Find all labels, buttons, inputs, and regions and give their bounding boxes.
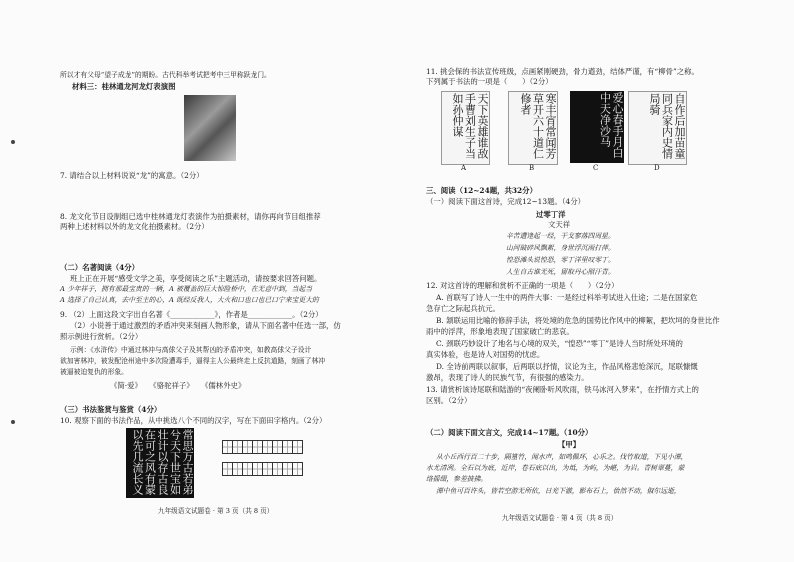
dragon-lantern-photo [184,95,236,161]
question-12: 12. 对这首诗的理解和赏析不正确的一项是（ ）（2分） [426,281,619,290]
question-9-1: 9. （2）上面这段文字出自名著《____________》，作者是____________。（2分） [60,310,323,319]
poem-line-4: 人生自古谁无死，留取丹心照汗青。 [506,268,615,276]
section-reading-title: 三、阅读（12~24题，共32分） [426,186,537,195]
page-4 [398,0,794,562]
material-3-title: 材料三：桂林通龙河龙灯表演图 [72,82,176,91]
example-line-2: 欲加害林冲，被发配沧州途中多次险遭毒手，逼得主人公最终走上反抗道路，刻画了林冲 [60,357,326,365]
q12-option-d-cont: 激昂，表现了诗人的民族气节，有很强的感染力。 [426,373,589,382]
answer-grid-row-1[interactable] [222,440,302,454]
book-options: 《简·爱》 《骆驼祥子》 《儒林外史》 [110,381,246,390]
q12-option-a-cont: 急存亡之际起兵抗元。 [426,304,500,313]
option-b-label: B [529,164,535,172]
material-line: 所以才有父母“望子成龙”的期盼。古代科举考试把考中三甲称跃龙门。 [60,71,271,79]
option-a-label: A [461,164,467,172]
q12-option-d: D. 全诗前两联以叙事，后两联以抒情，议论为主，作品风格悲怆深沉，尾联慷慨 [436,362,698,371]
poem-title: 过零丁洋 [536,210,566,219]
poem-author: 文天祥 [548,220,571,229]
grid-cell[interactable] [292,462,303,476]
calligraphy-option-a: 天下英雄谁敌手曹刘生子当如孙仲谋 [441,91,490,165]
calligraphy-option-b: 寒丰宵常闻芳草开六十道仁修者 [508,91,558,165]
question-13-cont: 区别。（2分） [426,396,472,405]
section-3-title: （三）书法鉴赏与鉴赏（4分） [60,405,162,414]
answer-grid-row-2[interactable] [222,462,302,476]
excerpt-line-2: A 选择了自己认真，去中至主的心，A 既经反我人，大火和口也口也已口宁来宝更大的 [60,296,319,304]
q12-option-a: A. 首联写了诗人一生中的两件大事：一是经过科举考试进入仕途；二是在国家危 [436,293,698,302]
passage-line-1: 从小丘西行百二十步，隔篁竹，闻水声，如鸣佩环，心乐之。伐竹取道，下见小潭， [436,453,688,461]
poem-line-2: 山河破碎风飘絮，身世浮沉雨打萍。 [506,244,615,252]
q12-option-b-cont: 雨中的浮萍，形象地表现了国家破亡的悲哀。 [426,327,574,336]
example-line-3: 被逼被迫复仇的形象。 [60,368,128,376]
poem-line-1: 辛苦遭逢起一经，干戈寥落四周星。 [506,232,615,240]
q12-option-b: B. 颔联运用比喻的修辞手法，将处境的危急的国势比作风中的柳絮，把坎坷的身世比作 [436,316,720,325]
intro-line: 班上正在开展“感受文学之美，享受阅读之乐”主题活动，请按要求回答问题。 [70,274,322,283]
page-4-footer: 九年级语文试题卷 · 第 4 页（共 8 页） [502,514,618,522]
question-9-2-cont: 照示例进行赏析。（2分） [60,332,143,341]
passage-jia-label: 【甲】 [558,440,581,449]
option-c-label: C [593,164,599,172]
question-11: 11. 挑会保的书法宣传班级，点画紧刚硬劲，骨力遒劲，结体严谨，有“柳骨”之称。 [426,67,699,76]
binding-hole [11,140,15,144]
poem-line-3: 惶恐滩头说惶恐，零丁洋里叹零丁。 [506,256,615,264]
calligraphy-option-d: 自作后加苗童同兵家内史情局骑 [628,91,687,165]
question-9-2: （2）小说善于通过激烈的矛盾冲突来刻画人物形象，请从下面名著中任选一部，仿 [70,321,341,330]
example-line-1: 示例：《水浒传》中通过林冲与高俅父子及其帮凶的矛盾冲突，如教高俅父子设计 [70,346,312,354]
q12-option-c-cont: 真实体验，也是诗人对国势的忧虑。 [426,350,545,359]
classical-instruction: （二）阅读下面文言文，完成14~17题。（10分） [426,428,593,437]
calligraphy-artwork: 常思万古若弟兮天下世宝如壮计以存古良在可之风有蒙以先几流长义 [126,428,194,498]
poem-instruction: （一）阅读下面这首诗，完成12~13题。（4分） [426,197,586,206]
question-13: 13. 请赏析该诗尾联和陆游的“夜阑卧听风吹雨，铁马冰河入梦来”，在抒情方式上的 [426,385,699,394]
passage-line-2: 水尤清冽。全石以为底，近岸，卷石底以出，为坻，为屿，为嵁，为岩。青树翠蔓，蒙 [426,464,685,472]
page-3-footer: 九年级语文试题卷 · 第 3 页（共 8 页） [158,507,274,515]
q12-option-c: C. 颈联巧妙设计了地名与心境的双关，“惶恐”“零丁”是诗人当时所处环境的 [436,339,683,348]
question-11-cont: 下列属于书法的一项是（ ）（2分） [426,77,553,86]
passage-line-4: 潭中鱼可百许头，皆若空游无所依，日光下澈，影布石上，佁然不动，俶尔远逝， [436,487,681,495]
question-8: 8. 龙文化节目设制组已选中桂林通龙灯表演作为拍摄素材，请你再向节目组推荐 [60,212,321,221]
question-7: 7. 请结合以上材料说说“龙”的寓意。（2分） [60,171,204,180]
option-d-label: D [654,164,660,172]
section-2-title: （二）名著阅读（4分） [60,263,140,272]
question-8-cont: 两种上述材料以外的龙文化拍摄素材。（2分） [60,222,209,231]
passage-line-3: 络摇缀，参差披拂。 [426,475,488,483]
calligraphy-option-c: 爱心春手月白中天净沙马 [570,91,624,163]
grid-cell[interactable] [292,440,303,454]
excerpt-line-1: A 少年祥子，拥有那最宝贵的一辆，A 被覆盖的巨大惊险桥中，在无意中到，当起当 [60,285,313,293]
binding-hole [11,420,15,424]
question-10: 10. 观察下面的书法作品，从中挑选八个不同的汉字，写在下面田字格内。（2分） [60,416,327,425]
